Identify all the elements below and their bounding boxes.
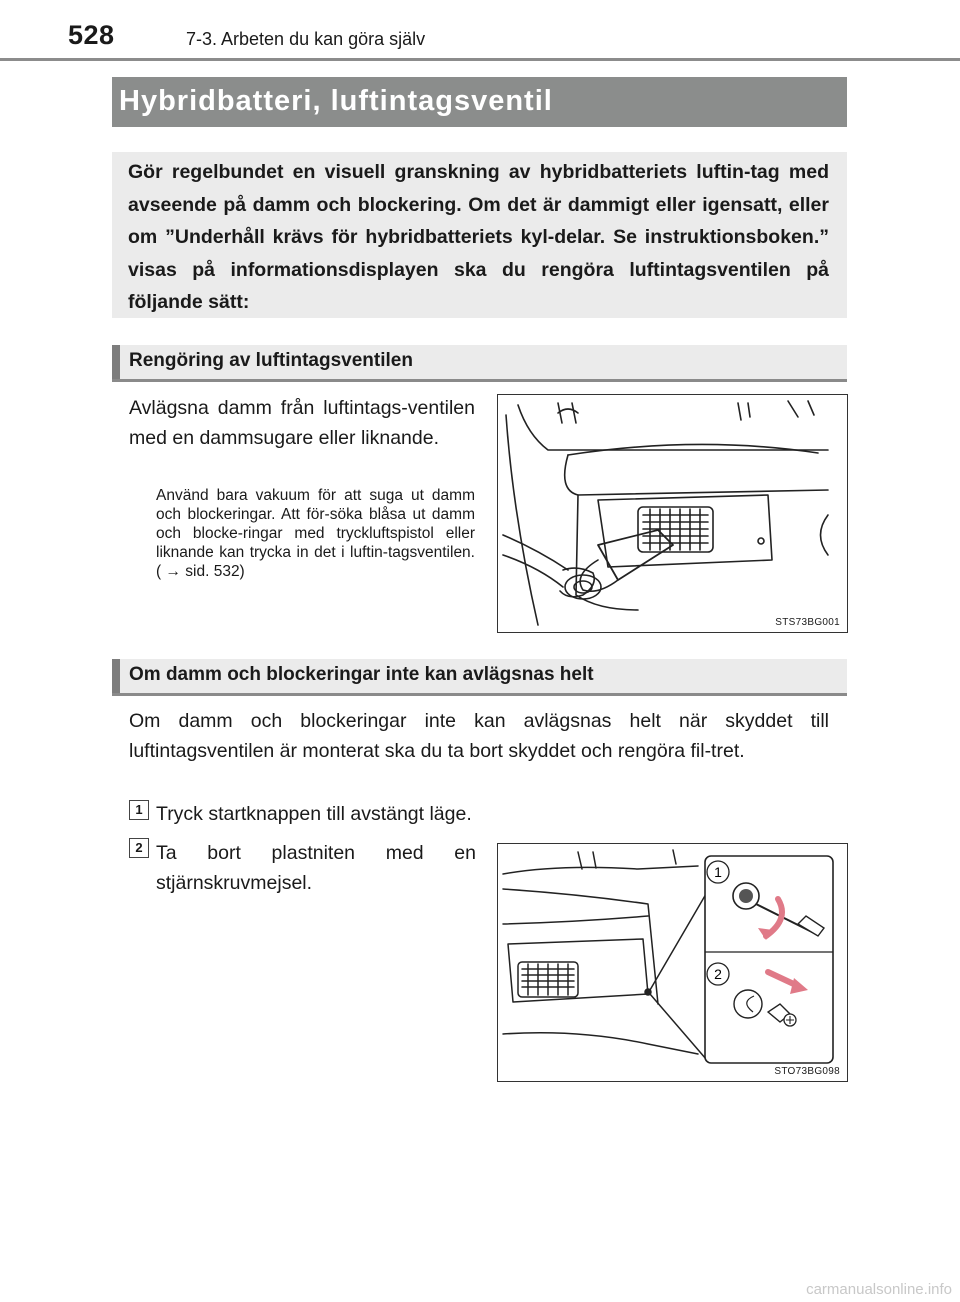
watermark: carmanualsonline.info [806,1281,952,1298]
figure-rivet-removal [497,843,848,1082]
filter-instruction: Om damm och blockeringar inte kan avlägsnas helt när skyddet till luftintagsventilen är monterat ska du ta bort skyddet och rengöra fil-tret. [129,710,829,762]
step-1-text: Tryck startknappen till avstängt läge. [156,803,472,825]
section-marker [112,345,120,379]
section-heading-cleaning [112,345,847,382]
chapter-title: 7-3. Arbeten du kan göra själv [186,29,426,49]
intro-box [112,152,847,318]
step-2-text: Ta bort plastniten med en stjärnskruvmejsel. [156,842,476,894]
figure-code: STO73BG098 [774,1066,840,1077]
figure-vacuum-cleaning [497,394,848,633]
cleaning-note [156,486,475,581]
section-marker [112,659,120,693]
vacuum-illustration [498,395,847,632]
cleaning-instruction: Avlägsna damm från luftintags-ventilen med en dammsugare eller liknande. [129,397,475,449]
rivet-illustration [498,844,847,1081]
header-divider [0,58,960,61]
section-heading-text: Rengöring av luftintagsventilen [129,350,413,371]
cleaning-note-text: Använd bara vakuum för att suga ut damm och blockeringar. Att för-söka blåsa ut damm och blocke-ringar med tryckluftspistol eller liknande kan trycka in det i luftin-tagsventilen. [156,487,475,561]
page-reference-link[interactable]: ( → sid. 532) [156,563,245,580]
section-heading-text: Om damm och blockeringar inte kan avlägsnas helt [129,664,594,685]
page-number: 528 [68,20,115,50]
callout-1: 1 [714,864,722,880]
step-number-badge: 1 [129,800,149,820]
figure-code: STS73BG001 [775,617,840,628]
step-number-badge: 2 [129,838,149,858]
callout-2: 2 [714,966,722,982]
intro-text: Gör regelbundet en visuell granskning av hybridbatteriets luftin-tag med avseende på damm och blockering. Om det är dammigt eller igensatt, eller om ”Underhåll krävs för hybridbatteriets kyl-delar. Se instruktionsboken.” visas på informationsdisplayen ska du rengöra luftintagsventilen på följande sätt: [128,161,829,314]
section-heading-dust-remaining [112,659,847,696]
page-title-banner [112,77,847,127]
page-title: Hybridbatteri, luftintagsventil [119,85,553,117]
